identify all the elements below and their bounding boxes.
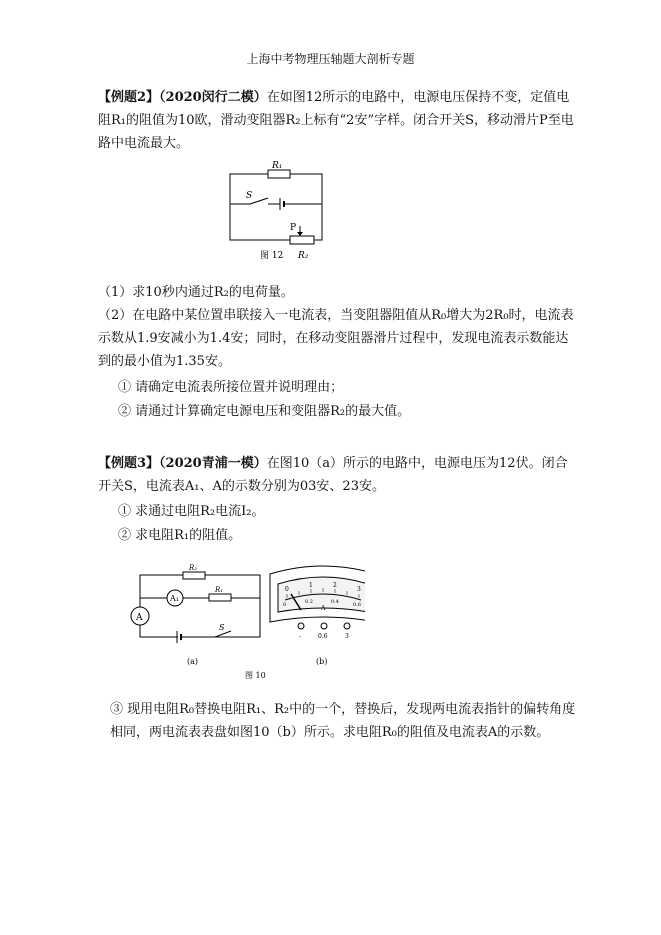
- example2-q1: （1）求10秒内通过R₂的电荷量。: [98, 285, 294, 300]
- example2-sub1: ① 请确定电流表所接位置并说明理由；: [118, 380, 344, 395]
- dial-bot-2: 0.4: [331, 599, 339, 605]
- example2-body: 在如图12所示的电路中，电源电压保持不变，定值电阻R₁的阻值为10欧，滑动变阻器R₂上标有“2安”字样。闭合开关S，移动滑片P至电路中电流最大。: [98, 90, 574, 151]
- example2-q2: （2）在电路中某位置串联接入一电流表，当变阻器阻值从R₀增大为2R₀时，电流表示数从1.9安减小为1.4安；同时，在移动变阻器滑片过程中，发现电流表示数能达到的最小值为1.35安。: [98, 308, 574, 369]
- fig10-s-label: S: [219, 623, 225, 632]
- fig10-caption-a: (a): [187, 657, 199, 666]
- example3-sub2: ② 求电阻R₁的阻值。: [118, 528, 242, 543]
- terminal-3: 3: [345, 633, 349, 640]
- example2-source: （2020闵行二模）: [159, 90, 267, 105]
- terminal-06: 0.6: [318, 633, 328, 640]
- example3-sub1: ① 求通过电阻R₂电流I₂。: [118, 504, 265, 519]
- dial-top-3: 3: [357, 586, 361, 593]
- fig10-caption: 图 10: [245, 671, 266, 680]
- page-header: 上海中考物理压轴题大剖析专题: [246, 52, 415, 66]
- example3-sub3: ③ 现用电阻R₀替换电阻R₁、R₂中的一个，替换后，发现两电流表指针的偏转角度相同，两电流表表盘如图10（b）所示。求电阻R₀的阻值及电流表A的示数。: [110, 702, 576, 740]
- dial-bot-3: 0.6: [353, 602, 361, 608]
- dial-bot-0: 0: [283, 602, 287, 608]
- example3-tag: 【例题3】: [98, 456, 160, 471]
- fig12-r1-label: R₁: [272, 161, 283, 171]
- example2-sub2: ② 请通过计算确定电源电压和变阻器R₂的最大值。: [118, 404, 411, 419]
- example3-source: （2020青浦一模）: [159, 456, 267, 471]
- figure12-circuit: [220, 158, 340, 262]
- dial-top-2: 2: [333, 582, 337, 589]
- dial-bot-1: 0.2: [305, 599, 313, 605]
- fig10-r1-label: R₁: [215, 586, 224, 594]
- fig12-s-label: S: [246, 191, 253, 201]
- terminal-neg: -: [299, 633, 302, 640]
- fig10-a-label: A: [136, 613, 143, 623]
- dial-top-1: 1: [309, 582, 313, 589]
- figure10: [125, 560, 365, 684]
- fig12-caption: 图 12: [260, 251, 284, 261]
- example2-intro: [98, 86, 578, 155]
- dial-top-0: 0: [285, 586, 289, 593]
- example2-tag: 【例题2】: [98, 90, 160, 105]
- fig10-r2-label: R₂: [189, 564, 198, 572]
- fig12-r2-label: R₂: [298, 251, 309, 261]
- fig10-a1-label: A₁: [170, 594, 179, 603]
- fig12-p-label: P: [290, 223, 297, 233]
- dial-unit: A: [321, 605, 326, 612]
- example3-body: 在图10（a）所示的电路中，电源电压为12伏。闭合开关S，电流表A₁、A的示数分别为03安、23安。: [98, 456, 568, 494]
- example3-intro: [98, 452, 578, 498]
- fig10-caption-b: (b): [316, 657, 328, 666]
